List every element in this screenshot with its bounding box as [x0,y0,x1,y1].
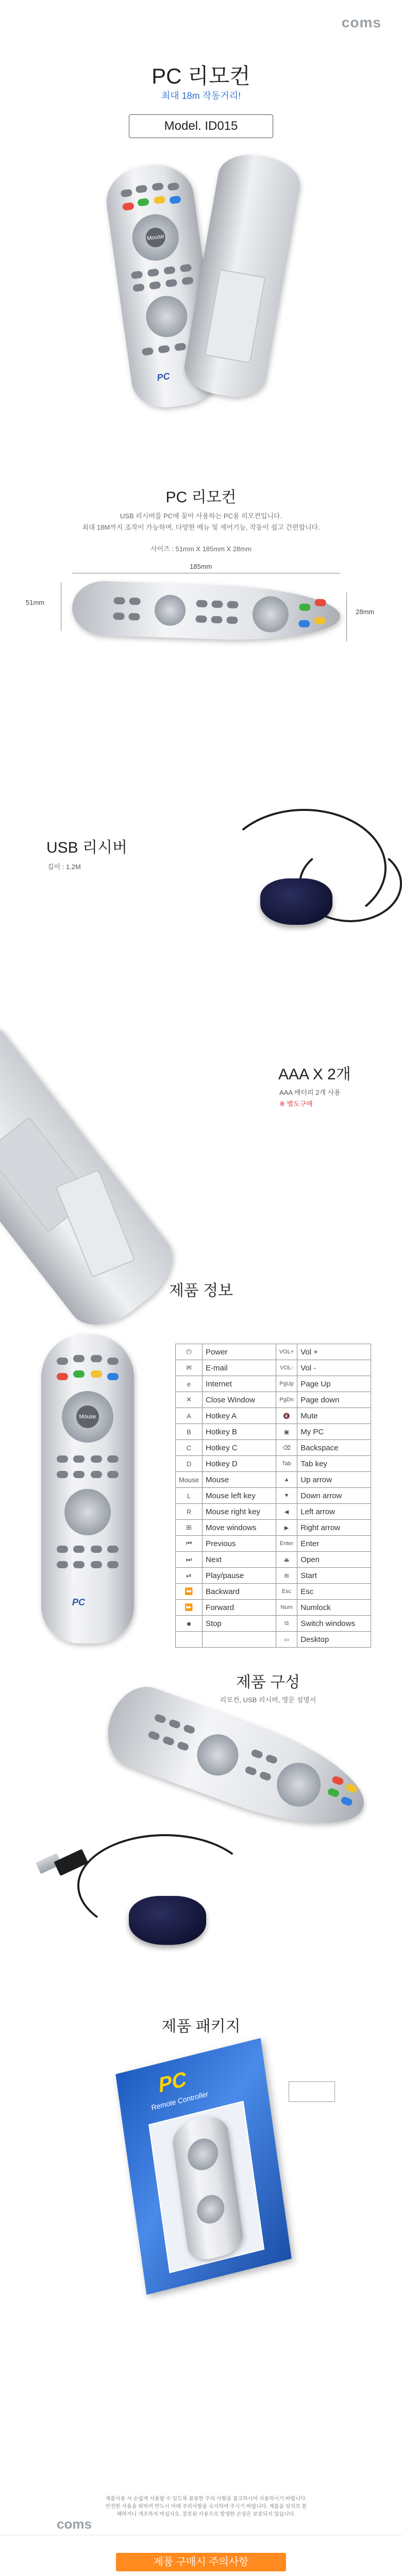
remote-button [107,1358,119,1365]
remote-button [91,1455,102,1463]
function-icon: ⏩ [176,1600,203,1616]
function-icon: ⏏ [276,1552,297,1568]
function-label: My PC [297,1424,371,1440]
remote-button [107,1546,119,1553]
remote-button [113,597,125,605]
function-icon: PgUp [276,1376,297,1392]
remote-button [163,266,176,275]
remote-button [91,1546,102,1553]
dim-height-label: 28mm [356,608,375,616]
function-icon: VOL+ [276,1344,297,1360]
function-label: Start [297,1568,371,1584]
function-label: Switch windows [297,1616,371,1632]
package-box-image [115,2038,292,2295]
remote-red-button [315,599,326,606]
intro-desc-2: 최대 18M까지 조작이 가능하며, 다양한 메뉴 및 제어기능, 작동이 쉽고 간편합니다. [82,523,320,531]
remote-button [226,616,238,624]
function-label: Hotkey B [203,1424,276,1440]
function-label: Hotkey A [203,1408,276,1424]
function-icon: 🔇 [276,1408,297,1424]
function-icon: ▣ [276,1424,297,1440]
usb-receiver-image [260,878,332,925]
dim-depth-label: 51mm [26,599,45,606]
info-remote-image [41,1334,134,1643]
remote-button [57,1546,68,1553]
remote-button [149,281,161,290]
remote-button [176,1741,189,1752]
battery-text: AAA 배터리 2개 사용 [279,1089,341,1096]
remote-button [132,283,145,292]
function-row [176,1552,371,1568]
remote-button [57,1471,68,1478]
remote-button [136,184,148,193]
remote-yellow-button [314,617,325,624]
function-label: E-mail [203,1360,276,1376]
remote-button [265,1754,278,1765]
function-row [176,1472,371,1488]
remote-button [195,615,207,623]
battery-cover [205,269,265,363]
function-row [176,1488,371,1504]
remote-yellow-button [91,1370,102,1378]
function-row [176,1584,371,1600]
remote-button [167,182,180,191]
components-title: 제품 구성 [236,1674,300,1691]
function-icon: VOL- [276,1360,297,1376]
package-title: 제품 패키지 [161,2018,241,2035]
remote-button [57,1455,68,1463]
receiver-title: USB 리시버 [46,839,127,856]
function-row [176,1344,371,1360]
function-label: Stop [203,1616,276,1632]
function-icon: B [176,1424,203,1440]
remote-blue-button [169,195,181,204]
intro-title: PC 리모컨 [165,489,237,506]
function-label: Enter [297,1536,371,1552]
remote-mouse-center: Mouse [144,226,166,248]
remote-nav-pad [64,1489,111,1535]
function-row [176,1424,371,1440]
intro-size: 사이즈 : 51mm X 185mm X 28mm [150,545,252,553]
package-remote-image [171,2112,245,2264]
function-row [176,1616,371,1632]
remote-button [227,601,238,608]
remote-button [73,1455,85,1463]
brand-logo: coms [341,14,381,30]
function-row [176,1376,371,1392]
function-icon: ⏮ [176,1536,203,1552]
function-icon: D [176,1456,203,1472]
remote-button [73,1546,85,1553]
remote-button [250,1749,263,1759]
remote-blue-button [298,620,310,628]
function-label: Mouse left key [203,1488,276,1504]
function-row [176,1520,371,1536]
function-label: Desktop [297,1632,371,1648]
function-row [176,1568,371,1584]
package-logo: PC [157,2067,188,2097]
function-label: Hotkey C [203,1440,276,1456]
brand-footer-logo: coms [57,2516,92,2532]
remote-yellow-button [154,196,166,205]
remote-nav-pad [195,2192,226,2227]
function-label: Power [203,1344,276,1360]
function-icon: ▶ [276,1520,297,1536]
function-row [176,1600,371,1616]
remote-mouse-pad [186,2135,220,2173]
function-row [176,1360,371,1376]
model-label: Model. ID015 [129,114,273,138]
function-label: Hotkey D [203,1456,276,1472]
function-label: Down arrow [297,1488,371,1504]
package-window [148,2100,264,2273]
function-icon: ▭ [276,1632,297,1648]
function-label: Forward [203,1600,276,1616]
function-row [176,1504,371,1520]
remote-button [73,1355,85,1362]
info-title: 제품 정보 [169,1282,233,1299]
remote-button [129,598,140,605]
remote-button [57,1561,68,1568]
remote-mouse-pad [271,1757,327,1813]
remote-button [107,1561,119,1568]
remote-button [147,1730,160,1741]
function-label: Mute [297,1408,371,1424]
remote-button [174,343,187,351]
remote-button [211,600,223,608]
remote-green-button [327,1787,340,1798]
remote-mouse-pad [252,596,289,633]
remote-button [180,264,192,273]
battery-note: ※ 별도구매 [279,1100,313,1108]
function-label: Numlock [297,1600,371,1616]
remote-pc-logo: PC [72,1597,86,1607]
remote-button [107,1471,119,1478]
function-icon: ✕ [176,1392,203,1408]
remote-button [165,279,178,287]
function-icon: R [176,1504,203,1520]
remote-button [91,1355,102,1362]
remote-nav-pad [154,595,186,626]
remote-nav-pad [191,1728,244,1782]
remote-blue-button [107,1373,119,1380]
function-label: Next [203,1552,276,1568]
function-icon: ⌫ [276,1440,297,1456]
function-icon: Tab [276,1456,297,1472]
function-icon: ⏻ [176,1344,203,1360]
function-label [203,1632,276,1648]
remote-button [162,1736,175,1747]
remote-button [91,1471,102,1478]
components-desc: 리모컨, USB 리시버, 영문 설명서 [220,1696,316,1704]
function-icon: ⏪ [176,1584,203,1600]
remote-yellow-button [345,1783,358,1794]
function-label: Mouse [203,1472,276,1488]
function-row [176,1456,371,1472]
remote-button [244,1766,257,1776]
function-label: Close Window [203,1392,276,1408]
function-icon: A [176,1408,203,1424]
remote-button [158,345,170,353]
function-icon: ⧉ [276,1616,297,1632]
function-row [176,1408,371,1424]
dim-height-line [346,592,347,641]
function-label: Tab key [297,1456,371,1472]
remote-red-button [122,202,135,211]
function-icon: Mouse [176,1472,203,1488]
notice-title: 제품 구매시 주의사항 [116,2553,286,2571]
function-icon: ▲ [276,1472,297,1488]
hero-title: PC 리모컨 [152,64,250,88]
remote-green-button [73,1370,85,1378]
remote-button [131,270,143,279]
function-label: Internet [203,1376,276,1392]
function-label: Vol - [297,1360,371,1376]
function-label: Esc [297,1584,371,1600]
remote-blue-button [340,1796,353,1807]
remote-button [73,1561,85,1568]
hero-subtitle: 최대 18m 작동거리! [161,91,241,101]
function-row [176,1536,371,1552]
function-icon: ◀ [276,1504,297,1520]
function-label: Vol + [297,1344,371,1360]
function-icon: ⏭ [176,1552,203,1568]
remote-button [142,347,154,356]
remote-button [152,182,164,191]
remote-button [259,1771,272,1782]
function-label: Move windows [203,1520,276,1536]
remote-button [73,1471,85,1478]
function-row [176,1632,371,1648]
function-icon: Esc [276,1584,297,1600]
function-label: Right arrow [297,1520,371,1536]
function-label: Mouse right key [203,1504,276,1520]
function-label: Previous [203,1536,276,1552]
remote-button [113,613,124,620]
remote-button [57,1358,68,1365]
remote-side-image [71,580,341,643]
function-icon: PgDn [276,1392,297,1408]
receiver-length: 길이 : 1.2M [47,863,81,871]
package-label-box [289,2081,335,2102]
remote-button [196,600,207,607]
function-row [176,1440,371,1456]
remote-red-button [57,1373,68,1380]
remote-button [128,613,140,621]
function-label: Open [297,1552,371,1568]
dim-width-label: 185mm [190,563,212,570]
function-icon [176,1632,203,1648]
function-icon: ⊞ [176,1520,203,1536]
remote-button [120,189,132,197]
remote-nav-pad [143,293,190,340]
function-label: Page Up [297,1376,371,1392]
function-row [176,1392,371,1408]
function-icon: ⊞ [276,1568,297,1584]
function-label: Page down [297,1392,371,1408]
components-receiver-image [129,1896,206,1945]
function-label: Left arrow [297,1504,371,1520]
function-icon: ▼ [276,1488,297,1504]
remote-mouse-center: Mouse [76,1405,99,1428]
function-icon: Num [276,1600,297,1616]
function-icon: Enter [276,1536,297,1552]
function-icon: C [176,1440,203,1456]
intro-desc-1: USB 리시버를 PC에 꽂아 사용하는 PC용 리모컨입니다. [120,512,282,520]
function-icon: e [176,1376,203,1392]
function-label: Backspace [297,1440,371,1456]
remote-green-button [137,198,149,207]
battery-title: AAA X 2개 [278,1066,351,1083]
function-label: Play/pause [203,1568,276,1584]
function-icon: L [176,1488,203,1504]
remote-button [91,1561,102,1568]
remote-button [181,277,194,285]
remote-button [154,1714,166,1724]
package-subtitle: Remote Controller [150,2089,209,2112]
remote-red-button [331,1775,344,1786]
function-icon: ✉ [176,1360,203,1376]
remote-button [211,616,222,623]
button-function-table [175,1344,371,1648]
function-icon: ⏯ [176,1568,203,1584]
remote-button [168,1719,181,1730]
function-label: Up arrow [297,1472,371,1488]
remote-green-button [299,603,310,611]
remote-button [147,268,159,277]
remote-button [182,1724,195,1735]
warning-paragraph: 제품사용 시 손쉽게 사용할 수 있도록 꼼꼼한 주의 사항을 참고하시어 사용하시기 바랍니다. 안전한 사용을 위하여 반드시 아래 주의사항을 숙지하여 주시기 바랍니다. 제품을 임의로 분해하거나 개조하지 마십시오. 잘못된 사용으로 발생한 손상은 보증되지 않습니다. [105,2496,307,2517]
remote-pc-logo: PC [156,370,171,383]
remote-button [107,1455,119,1463]
function-label: Backward [203,1584,276,1600]
function-icon: ■ [176,1616,203,1632]
